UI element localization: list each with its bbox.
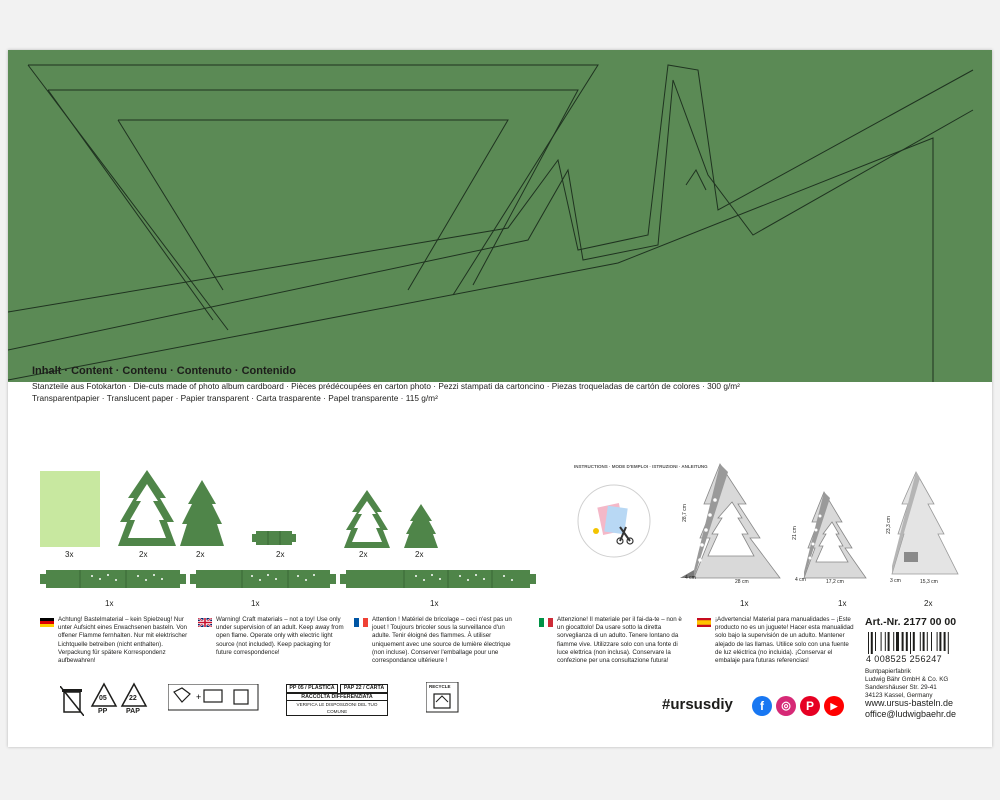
model-small-count: 2x [924, 599, 933, 608]
label-pp-plastica: PP 05 / PLASTICA [286, 684, 338, 693]
label-raccolta: RACCOLTA DIFFERENZIATA [286, 693, 388, 701]
separate-disposal-icon [168, 684, 260, 712]
strip-b-count: 1x [251, 599, 260, 608]
warning-es: ¡Advertencia! Material para manualidades – ¡Este producto no es un juguete! Hacer esta manualidad solo bajo la supervisión de un adulto. Mantener alejado de las llamas. Utilice solo con una fuente de luz eléctrica (no incluida). ¡Conservar el embalaje para futuras referencias! [715, 616, 854, 665]
barcode-bar [906, 632, 908, 651]
tree-outline-small-count: 2x [359, 550, 368, 559]
model-medium-width: 17,2 cm [826, 579, 844, 585]
connector-piece [252, 528, 296, 548]
barcode-bar [896, 632, 899, 651]
strip-a [40, 566, 186, 592]
tree-outline-large-count: 2x [139, 550, 148, 559]
email-link[interactable]: office@ludwigbaehr.de [865, 709, 957, 719]
barcode-bar [885, 632, 886, 651]
barcode-bar [913, 632, 915, 651]
svg-text:+: + [196, 692, 202, 702]
translucent-sheet-count: 3x [65, 550, 74, 559]
model-medium-height: 21 cm [791, 526, 798, 540]
tree-solid-large [180, 480, 224, 548]
strip-b [190, 566, 336, 592]
warning-de: Achtung! Bastelmaterial – kein Spielzeug! Nur unter Aufsicht eines Erwachsenen basteln. Von offener Flamme fernhalten. Nur mit elektrischer Lichtquelle betreiben (nicht enthalten). Verpackung für spätere Korrespondenz aufbewahren! [58, 616, 188, 665]
recycle-word: RECYCLE [429, 684, 451, 689]
address-line-1: Buntpapierfabrik [865, 668, 911, 675]
model-small-height: 23,3 cm [885, 516, 892, 534]
barcode-bar [881, 632, 882, 651]
barcode-bar [939, 632, 941, 651]
recycle-pap-code: 22 [129, 695, 137, 702]
barcode-bar [875, 632, 876, 651]
barcode-bar [893, 632, 894, 651]
tree-solid-small [404, 504, 438, 550]
barcode-digits: 4 008525 256247 [866, 654, 943, 664]
website-link[interactable]: www.ursus-basteln.de [865, 698, 954, 708]
model-large-illustration [680, 460, 800, 584]
tree-outline-small [344, 490, 390, 550]
instructions-badge-icon [576, 483, 652, 559]
material-description-paper: Transparentpapier · Translucent paper · Papier transparent · Carta trasparente · Papel transparente · 115 g/m² [32, 393, 438, 403]
barcode-bar [871, 632, 873, 654]
tree-outline-large [118, 470, 176, 550]
flag-de-icon [40, 618, 54, 627]
model-medium-illustration [791, 490, 874, 586]
connector-count: 2x [276, 550, 285, 559]
model-small-depth: 3 cm [890, 578, 901, 584]
warning-fr: Attention ! Matériel de bricolage – ceci n'est pas un jouet ! Toujours bricoler sous la surveillance d'un adulte. Tenir éloigné des flammes. À utiliser uniquement avec une source de lumière électrique (non incluse). Conserver l'emballage pour une correspondance ultérieure ! [372, 616, 512, 665]
material-description-cardboard: Stanzteile aus Fotokarton · Die-cuts made of photo album cardboard · Pièces prédécoupées en carton photo · Pezzi stampati da cartoncino · Piezas troqueladas de cartón de colores · 300 g/m² [32, 381, 740, 391]
green-cardboard-sheet [8, 50, 992, 382]
strip-c [340, 566, 536, 592]
barcode-bar [923, 632, 925, 651]
barcode-bar [910, 632, 911, 654]
barcode-bar [920, 632, 921, 651]
model-small-illustration [884, 470, 964, 584]
model-large-count: 1x [740, 599, 749, 608]
barcode-bar [902, 632, 904, 651]
label-pap-carta: PAP 22 / CARTA [340, 684, 388, 693]
address-line-2: Ludwig Bähr GmbH & Co. KG [865, 676, 949, 683]
hashtag: #ursusdiy [662, 696, 733, 713]
label-verifica: VERIFICA LE DISPOSIZIONI DEL TUO COMUNE [286, 700, 388, 716]
strip-a-count: 1x [105, 599, 114, 608]
flag-it-icon [539, 618, 553, 627]
barcode-bar [948, 632, 949, 654]
pinterest-icon[interactable]: P [800, 696, 820, 716]
tree-solid-small-count: 2x [415, 550, 424, 559]
barcode-bar [944, 632, 946, 651]
barcode-bar [931, 632, 932, 651]
flag-fr-icon [354, 618, 368, 627]
recycle-pap-label: PAP [126, 708, 140, 715]
instructions-badge-text: INSTRUCTIONS · MODE D'EMPLOI · ISTRUZIONI · ANLEITUNG [574, 464, 708, 469]
barcode-bar [888, 632, 890, 651]
barcode-bar [937, 632, 938, 651]
model-medium-count: 1x [838, 599, 847, 608]
flag-en-icon [198, 618, 212, 627]
tree-solid-large-count: 2x [196, 550, 205, 559]
model-large-height: 28,7 cm [681, 504, 688, 522]
barcode-bar [868, 632, 869, 654]
recycle-pp-label: PP [98, 708, 108, 715]
model-large-width: 28 cm [735, 579, 749, 585]
trash-bin-icon [60, 686, 84, 716]
die-cut-lines [8, 50, 992, 382]
packaging-card [8, 50, 992, 747]
strip-c-count: 1x [430, 599, 439, 608]
contents-heading: Inhalt · Content · Contenu · Contenuto · Contenido [32, 365, 296, 377]
recycle-pp-code: 05 [99, 695, 107, 702]
instagram-icon[interactable]: ◎ [776, 696, 796, 716]
barcode [868, 632, 964, 654]
address-line-3: Sandershäuser Str. 29-41 [865, 684, 937, 691]
translucent-sheet [40, 471, 100, 547]
article-number: Art.-Nr. 2177 00 00 [865, 616, 957, 628]
youtube-icon[interactable]: ▶ [824, 696, 844, 716]
address-line-4: 34123 Kassel, Germany [865, 692, 933, 699]
model-medium-depth: 4 cm [795, 577, 806, 583]
flag-es-icon [697, 618, 711, 627]
facebook-icon[interactable]: f [752, 696, 772, 716]
warning-it: Attenzione! Il materiale per il fai-da-te – non è un giocattolo! Da usare sotto la diretta sorveglianza di un adulto. Tenere lontano da fiamme vive. Utilizzare solo con una fonte di luce elettrica (non inclusa). Conservare la confezione per una consultazione futura! [557, 616, 682, 665]
warning-en: Warning! Craft materials – not a toy! Use only under supervision of an adult. Keep away from open flame. Operate only with electric light source (not included). Keep packaging for future correspondence! [216, 616, 344, 656]
model-small-width: 15,3 cm [920, 579, 938, 585]
model-large-depth: 4 cm [685, 575, 696, 581]
barcode-bar [927, 632, 928, 651]
